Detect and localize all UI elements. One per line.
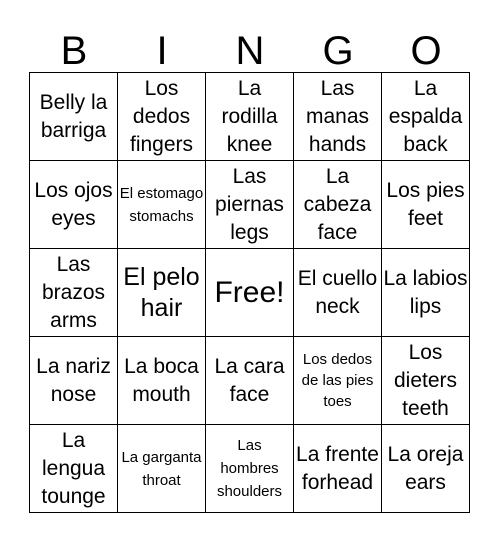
bingo-grid (29, 72, 470, 513)
bingo-cell: La cara face (206, 337, 294, 425)
bingo-cell: El pelo hair (118, 249, 206, 337)
header-letter-g: G (322, 29, 354, 73)
bingo-cell: La garganta throat (118, 425, 206, 513)
bingo-cell: Los pies feet (382, 161, 470, 249)
header-letter-o: O (410, 29, 442, 73)
bingo-cell: Las hombres shoulders (206, 425, 294, 513)
bingo-cell: El estomago stomachs (118, 161, 206, 249)
bingo-cell: Los dedos fingers (118, 73, 206, 161)
bingo-cell: Los dieters teeth (382, 337, 470, 425)
bingo-cell: La lengua tounge (30, 425, 118, 513)
bingo-cell: Las brazos arms (30, 249, 118, 337)
bingo-cell: La rodilla knee (206, 73, 294, 161)
bingo-cell: El cuello neck (294, 249, 382, 337)
bingo-cell: Las piernas legs (206, 161, 294, 249)
bingo-cell: Los ojos eyes (30, 161, 118, 249)
bingo-cell: La labios lips (382, 249, 470, 337)
bingo-cell: Las manas hands (294, 73, 382, 161)
header-letter-i: I (156, 29, 168, 73)
bingo-header (30, 28, 470, 74)
bingo-cell: La boca mouth (118, 337, 206, 425)
bingo-cell: La nariz nose (30, 337, 118, 425)
bingo-cell: La cabeza face (294, 161, 382, 249)
bingo-cell: La oreja ears (382, 425, 470, 513)
bingo-cell: Los dedos de las pies toes (294, 337, 382, 425)
header-letter-b: B (60, 29, 88, 73)
header-letter-n: N (235, 29, 265, 73)
bingo-cell: Belly la barriga (30, 73, 118, 161)
bingo-cell: La frente forhead (294, 425, 382, 513)
free-space-cell: Free! (206, 249, 294, 337)
bingo-cell: La espalda back (382, 73, 470, 161)
